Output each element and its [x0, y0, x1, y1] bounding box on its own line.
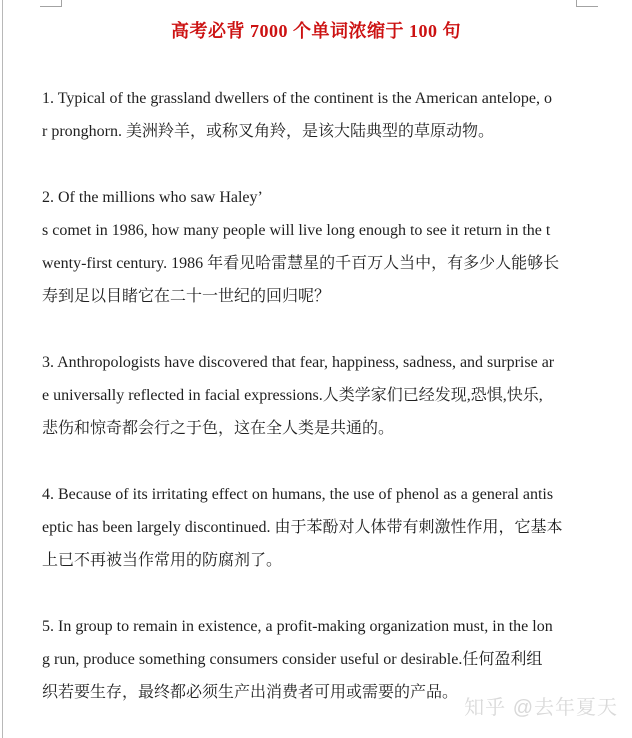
text-line: 寿到足以目睹它在二十一世纪的回归呢？: [42, 288, 331, 305]
text-line: 1. Typical of the grassland dwellers of the continent is the American antelope, o: [42, 90, 552, 107]
text-line: wenty-first century. 1986 年看见哈雷慧星的千百万人当中，有多少人能够长: [42, 255, 560, 272]
sentence-paragraph-5: [42, 610, 616, 709]
text-line: e universally reflected in facial expressions.人类学家们已经发现,恐惧,快乐,: [42, 387, 543, 404]
sentence-paragraph-1: [42, 82, 616, 148]
crop-mark-top-left: [40, 0, 62, 7]
text-line: r pronghorn. 美洲羚羊，或称叉角羚，是该大陆典型的草原动物。: [42, 123, 494, 140]
text-line: 4. Because of its irritating effect on humans, the use of phenol as a general antis: [42, 486, 554, 503]
zhihu-watermark: 知乎 @去年夏天: [464, 697, 618, 719]
document-title: 高考必背 7000 个单词浓缩于 100 句: [171, 21, 461, 41]
text-line: g run, produce something consumers consider useful or desirable.任何盈利组: [42, 651, 543, 668]
page-edge-line: [2, 0, 3, 738]
sentence-paragraph-2: [42, 181, 616, 313]
text-line: 5. In group to remain in existence, a profit-making organization must, in the lon: [42, 618, 553, 635]
sentence-paragraph-3: [42, 346, 616, 445]
crop-mark-top-right: [576, 0, 598, 7]
text-line: 3. Anthropologists have discovered that fear, happiness, sadness, and surprise ar: [42, 354, 555, 371]
text-line: 织若要生存，最终都必须生产出消费者可用或需要的产品。: [42, 684, 459, 701]
sentence-paragraph-4: [42, 478, 616, 577]
text-line: s comet in 1986, how many people will live long enough to see it return in the t: [42, 222, 551, 239]
document-body: [42, 82, 616, 738]
text-line: 悲伤和惊奇都会行之于色，这在全人类是共通的。: [42, 420, 395, 437]
text-line: 上已不再被当作常用的防腐剂了。: [42, 552, 283, 569]
text-line: 2. Of the millions who saw Haley’: [42, 189, 263, 206]
text-line: eptic has been largely discontinued. 由于苯酚对人体带有刺激性作用，它基本: [42, 519, 563, 536]
